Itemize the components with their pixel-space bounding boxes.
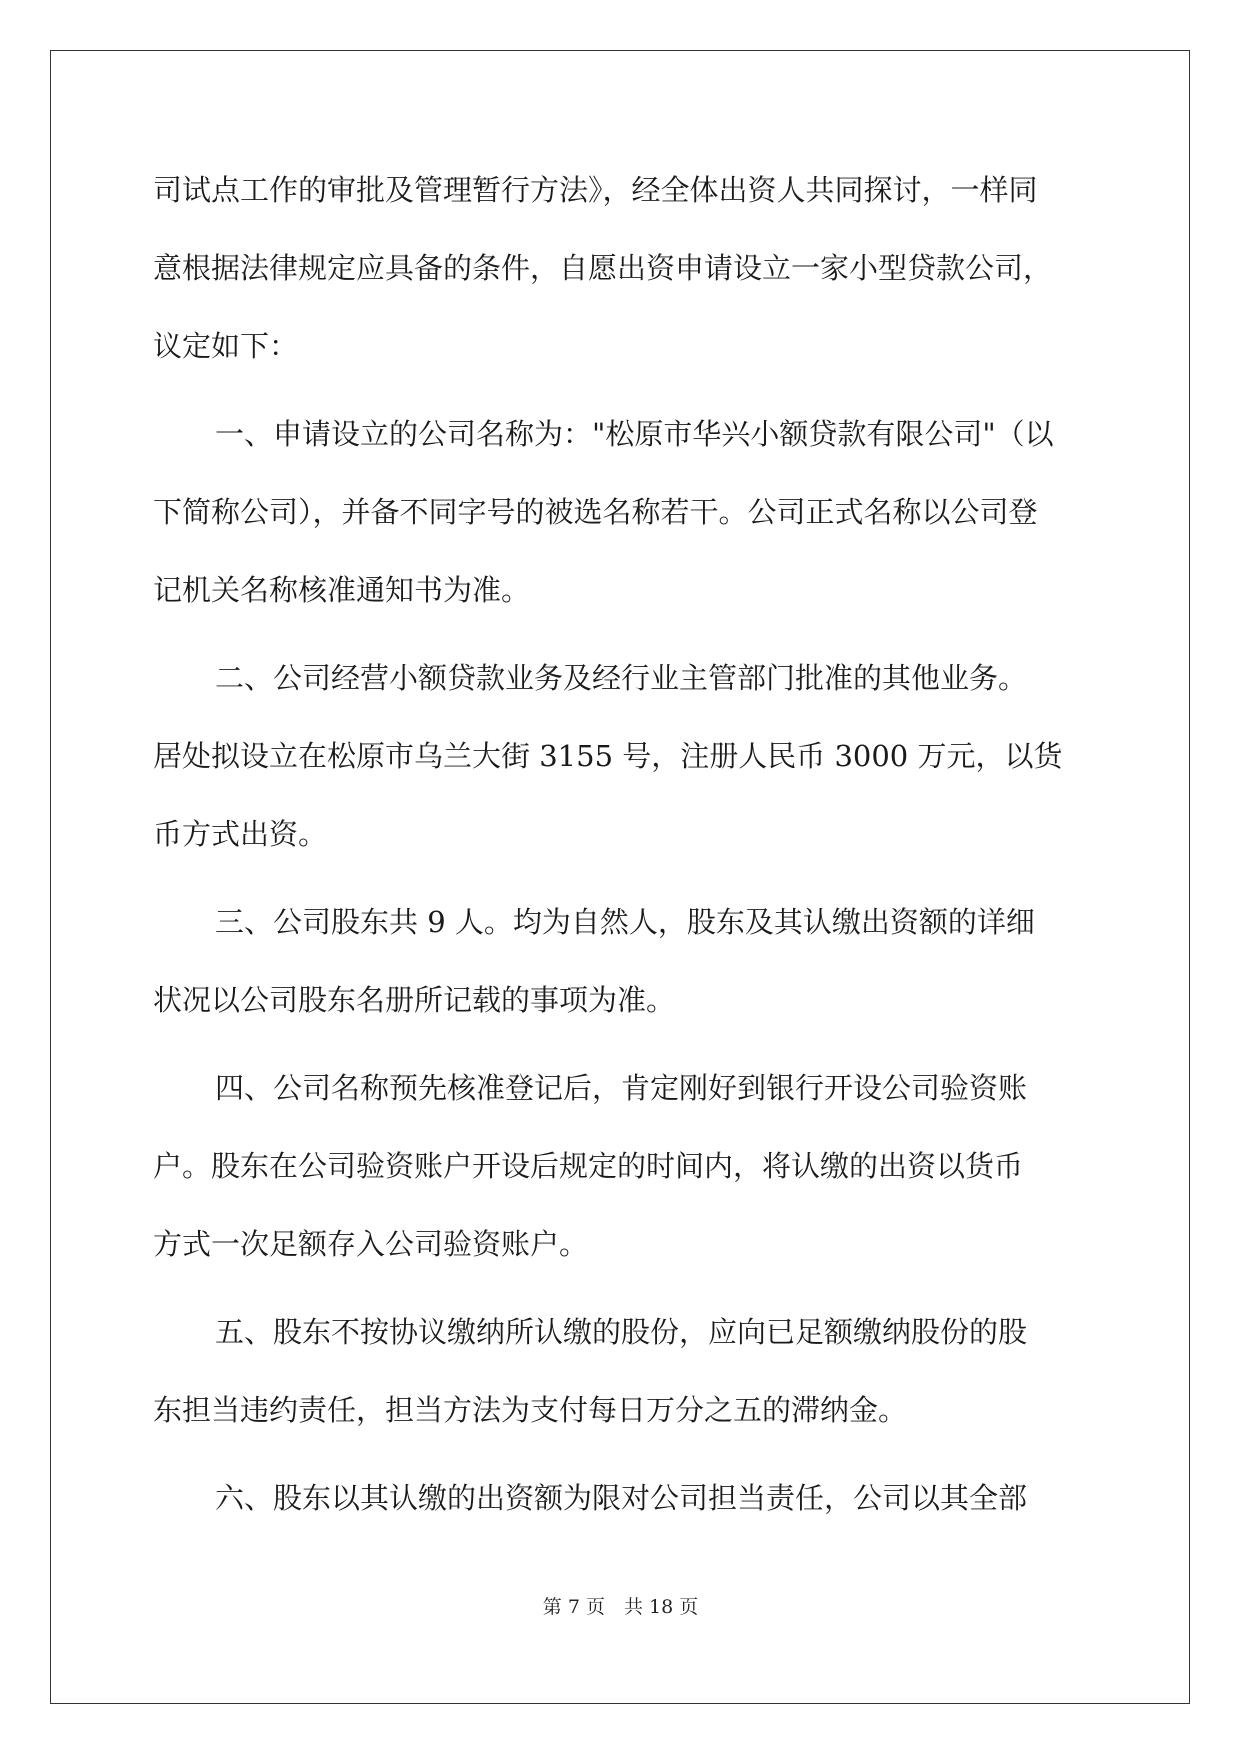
text-line: 户。股东在公司验资账户开设后规定的时间内，将认缴的出资以货币 bbox=[153, 1149, 1024, 1183]
text-line: 币方式出资。 bbox=[153, 817, 328, 851]
text-line: 四、公司名称预先核准登记后，肯定刚好到银行开设公司验资账 bbox=[215, 1071, 1028, 1105]
text-line: 议定如下： bbox=[153, 329, 299, 363]
page-border bbox=[50, 50, 1190, 1704]
text-line: 五、股东不按协议缴纳所认缴的股份，应向已足额缴纳股份的股 bbox=[215, 1315, 1028, 1349]
text-line: 司试点工作的审批及管理暂行方法》，经全体出资人共同探讨，一样同 bbox=[153, 173, 1038, 207]
text-line: 记机关名称核准通知书为准。 bbox=[153, 573, 531, 607]
text-line: 方式一次足额存入公司验资账户。 bbox=[153, 1227, 589, 1261]
text-line: 居处拟设立在松原市乌兰大街 3155 号，注册人民币 3000 万元，以货 bbox=[153, 739, 1063, 773]
text-line: 东担当违约责任，担当方法为支付每日万分之五的滞纳金。 bbox=[153, 1393, 908, 1427]
text-line: 意根据法律规定应具备的条件，自愿出资申请设立一家小型贷款公司， bbox=[153, 251, 1053, 285]
page-number-footer: 第 7 页 共 18 页 bbox=[542, 1596, 699, 1618]
text-line: 下简称公司），并备不同字号的被选名称若干。公司正式名称以公司登 bbox=[153, 495, 1038, 529]
text-line: 三、公司股东共 9 人。均为自然人，股东及其认缴出资额的详细 bbox=[215, 905, 1035, 939]
text-line: 六、股东以其认缴的出资额为限对公司担当责任，公司以其全部 bbox=[215, 1481, 1028, 1515]
text-line: 状况以公司股东名册所记载的事项为准。 bbox=[153, 983, 676, 1017]
text-line: 一、申请设立的公司名称为："松原市华兴小额贷款有限公司"（以 bbox=[215, 417, 1054, 451]
text-line: 二、公司经营小额贷款业务及经行业主管部门批准的其他业务。 bbox=[215, 661, 1028, 695]
